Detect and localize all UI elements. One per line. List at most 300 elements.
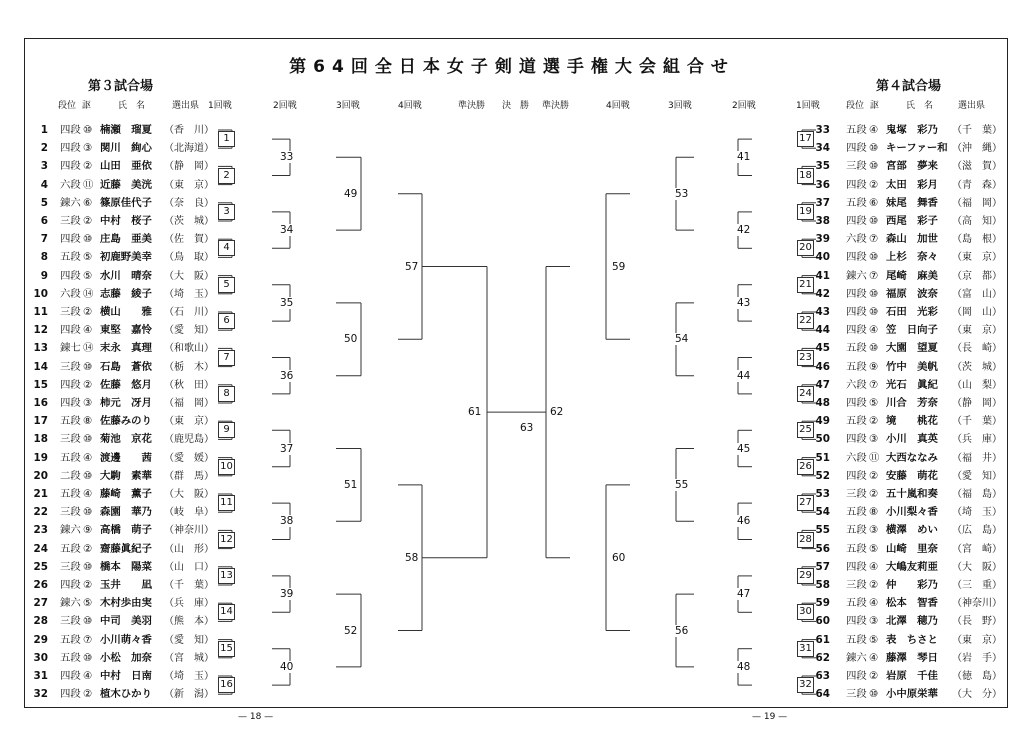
match-number-box: 15 [218,641,235,657]
player-number: 62 [815,651,830,664]
player-prefecture: （福 島） [952,489,1002,500]
player-seed: ③ [869,615,879,628]
header-r3-left: 3回戦 [336,101,360,111]
player-number: 52 [815,469,830,482]
player-prefecture: （岡 山） [952,307,1002,318]
player-prefecture: （北海道） [164,143,214,155]
player-name: 竹中 美帆 [886,360,938,373]
player-name: 篠原佳代子 [100,196,152,209]
match-number: 50 [344,333,358,346]
player-prefecture: （福 井） [952,452,1002,464]
player-number: 64 [815,688,830,701]
header-r2-right: 2回戦 [732,101,756,111]
match-number-box: 11 [218,495,235,511]
player-seed: ⑩ [869,287,879,300]
player-prefecture: （東 京） [164,179,214,191]
player-seed: ⑩ [83,615,93,628]
player-row [800,541,1020,558]
player-seed: ② [83,215,93,227]
player-prefecture: （千 葉） [952,125,1002,136]
player-name: 小川梨々香 [886,506,938,519]
player-seed: ③ [869,524,879,537]
player-seed: ⑩ [83,469,93,482]
player-row [800,140,1020,157]
player-name: 初鹿野美幸 [100,251,152,264]
player-rank: 四段 [60,397,81,409]
player-rank: 四段 [846,433,867,446]
player-prefecture: （山 梨） [952,379,1002,391]
player-row [28,595,248,612]
player-seed: ② [869,488,879,500]
player-name: 西尾 彩子 [886,215,938,227]
player-seed: ⑧ [869,506,879,519]
player-name: 庄島 亜美 [100,233,152,246]
player-name: 尾崎 麻美 [886,269,938,282]
player-number: 57 [815,560,830,573]
player-seed: ③ [869,433,879,446]
player-rank: 四段 [846,251,867,264]
player-seed: ⑥ [869,196,879,209]
header-rank-right: 段位 [846,101,865,111]
player-rank: 錬六 [846,651,867,664]
header-semi-right: 準決勝 [542,101,570,111]
player-number: 49 [815,415,830,428]
header-pref-right: 選出県 [958,101,986,111]
player-seed: ③ [83,142,93,155]
player-rank: 三段 [60,215,81,227]
match-number-box: 9 [218,422,235,438]
player-rank: 四段 [60,579,81,591]
player-name: 中村 桜子 [100,215,152,227]
match-number: 55 [675,478,689,491]
player-row [28,249,248,266]
player-row [800,268,1020,285]
player-row [800,431,1020,448]
match-number: 34 [280,224,294,237]
player-number: 51 [815,451,830,464]
player-name: 笠 日向子 [886,324,938,337]
player-number: 32 [33,688,48,701]
player-seed: ⑭ [83,342,94,355]
player-seed: ⑩ [83,360,93,373]
player-name: 植木ひかり [100,688,152,701]
page-number-right: — 19 — [752,712,788,722]
player-number: 55 [815,524,830,537]
player-prefecture: （宮 城） [164,652,214,664]
player-prefecture: （三 重） [952,580,1002,591]
player-prefecture: （宮 崎） [952,543,1002,555]
player-row [800,668,1020,685]
player-rank: 四段 [60,378,81,391]
player-seed: ⑩ [83,433,93,446]
match-number-box: 13 [218,568,235,584]
player-number: 31 [33,670,48,682]
player-seed: ⑩ [869,142,879,155]
player-seed: ⑤ [83,597,93,610]
player-number: 17 [33,415,48,428]
player-number: 45 [815,342,830,355]
player-prefecture: （沖 縄） [952,143,1002,155]
player-rank: 六段 [60,287,81,300]
player-rank: 錬六 [60,597,81,610]
player-rank: 錬六 [60,524,81,537]
player-row [28,486,248,503]
player-number: 46 [815,360,830,373]
player-row [28,468,248,485]
match-number: 51 [344,478,358,491]
player-row [28,231,248,248]
player-row [800,504,1020,521]
match-number-box: 12 [218,532,235,548]
player-row [28,632,248,649]
player-seed: ⑪ [869,451,880,464]
player-number: 36 [815,178,830,191]
player-seed: ④ [83,488,93,500]
match-number-box: 22 [797,313,814,329]
player-seed: ⑦ [869,378,879,391]
player-seed: ⑨ [869,360,879,373]
player-prefecture: （島 根） [952,234,1002,246]
match-number: 43 [737,296,751,309]
player-seed: ⑩ [83,233,93,246]
player-name: 志藤 綾子 [100,287,152,300]
player-seed: ② [83,688,93,701]
player-row [28,504,248,521]
player-name: 齋藤眞紀子 [100,542,152,555]
player-name: 妹尾 舞香 [886,196,938,209]
match-number-box: 4 [218,240,235,256]
player-row [28,395,248,412]
player-number: 56 [815,542,830,555]
match-number-box: 31 [797,641,814,657]
player-number: 30 [33,651,48,664]
player-prefecture: （福 岡） [164,398,214,409]
player-name: 藤崎 薫子 [100,488,152,500]
player-row [28,377,248,394]
player-rank: 四段 [846,287,867,300]
match-number: 48 [737,660,751,673]
match-number: 53 [675,187,689,200]
match-number: 46 [737,515,751,528]
match-number: 40 [280,660,294,673]
player-row [800,632,1020,649]
player-seed: ⑤ [83,251,93,264]
player-prefecture: （秋 田） [164,379,214,391]
player-rank: 五段 [846,124,867,136]
player-number: 14 [33,360,48,373]
player-prefecture: （東 京） [952,252,1002,264]
player-rank: 四段 [60,269,81,282]
player-rank: 六段 [60,178,81,191]
player-prefecture: （長 崎） [952,343,1002,355]
player-prefecture: （神奈川） [952,598,1002,610]
match-number: 52 [344,624,358,637]
player-row [28,541,248,558]
player-prefecture: （埼 玉） [952,507,1002,519]
player-prefecture: （青 森） [952,179,1002,191]
player-number: 40 [815,251,830,264]
player-seed: ② [869,670,879,682]
player-prefecture: （千 葉） [164,580,214,591]
player-number: 23 [33,524,48,537]
page-number-left: — 18 — [238,712,274,722]
player-seed: ② [869,469,879,482]
player-row [28,577,248,594]
player-row [800,249,1020,266]
player-number: 58 [815,579,830,591]
player-seed: ⑤ [869,542,879,555]
player-row [800,231,1020,248]
player-prefecture: （愛 媛） [164,452,214,464]
player-row [800,177,1020,194]
player-prefecture: （京 都） [952,270,1002,282]
player-prefecture: （徳 島） [952,671,1002,682]
player-row [800,122,1020,139]
player-row [28,140,248,157]
player-rank: 四段 [846,397,867,409]
player-seed: ⑦ [869,269,879,282]
player-name: 中村 日南 [100,670,152,682]
player-number: 22 [33,506,48,519]
player-prefecture: （大 阪） [164,489,214,500]
player-name: 大嶋友莉亜 [886,560,938,573]
player-name: 大駒 素華 [100,469,152,482]
player-name: 仲 彩乃 [886,579,938,591]
match-number: 54 [675,333,689,346]
player-number: 8 [40,251,48,264]
match-number: 36 [280,369,294,382]
player-rank: 五段 [846,360,867,373]
player-rank: 三段 [846,579,867,591]
player-seed: ② [83,306,93,318]
player-rank: 四段 [846,178,867,191]
player-rank: 三段 [60,560,81,573]
player-row [800,322,1020,339]
player-row [800,468,1020,485]
player-name: 森山 加世 [886,233,938,246]
player-rank: 五段 [60,251,81,264]
player-name: 境 桃花 [886,415,938,428]
header-r4-left: 4回戦 [398,101,422,111]
player-seed: ④ [83,670,93,682]
player-seed: ④ [869,124,879,136]
player-row [28,522,248,539]
player-seed: ② [83,542,93,555]
player-row [28,431,248,448]
match-number-box: 1 [218,131,235,147]
player-row [28,559,248,576]
player-row [28,613,248,630]
player-row [28,177,248,194]
player-name: 山田 亜依 [100,160,152,173]
player-rank: 四段 [60,670,81,682]
player-name: 小川 真英 [886,433,938,446]
player-prefecture: （静 岡） [952,398,1002,409]
header-name-right: 氏 名 [906,101,934,111]
match-number: 61 [468,406,482,419]
player-seed: ③ [83,397,93,409]
player-rank: 四段 [60,142,81,155]
player-row [28,450,248,467]
player-rank: 六段 [846,233,867,246]
player-name: 光石 眞紀 [886,378,938,391]
player-number: 41 [815,269,830,282]
player-number: 9 [40,269,48,282]
player-name: 渡邊 茜 [100,451,152,464]
player-seed: ⑩ [869,215,879,227]
player-number: 4 [40,178,48,191]
player-prefecture: （和歌山） [164,343,214,355]
player-number: 39 [815,233,830,246]
match-number: 45 [737,442,751,455]
player-number: 29 [33,633,48,646]
player-rank: 四段 [60,688,81,701]
player-row [28,340,248,357]
player-prefecture: （栃 木） [164,361,214,373]
match-number: 37 [280,442,294,455]
player-name: 楠瀬 瑠夏 [100,124,152,136]
player-row [800,686,1020,703]
player-prefecture: （愛 知） [164,634,214,646]
player-seed: ② [869,415,879,428]
header-r1-left: 1回戦 [208,101,232,111]
player-name: 表 ちさと [886,633,938,646]
player-name: 宮部 夢来 [886,160,938,173]
player-row [800,195,1020,212]
player-prefecture: （千 葉） [952,416,1002,428]
player-number: 10 [33,287,48,300]
player-name: 関川 絢心 [100,142,152,155]
player-prefecture: （茨 城） [952,361,1002,373]
player-seed: ⑩ [869,306,879,318]
match-number-box: 28 [797,532,814,548]
player-rank: 六段 [846,378,867,391]
match-number: 49 [344,187,358,200]
player-seed: ④ [869,560,879,573]
player-prefecture: （埼 玉） [164,671,214,682]
player-number: 63 [815,670,830,682]
player-number: 42 [815,287,830,300]
player-row [800,413,1020,430]
player-row [800,158,1020,175]
player-prefecture: （佐 賀） [164,234,214,246]
player-name: キーファー和 [886,142,948,155]
player-seed: ② [869,579,879,591]
player-seed: ⑥ [83,196,93,209]
header-r3-right: 3回戦 [668,101,692,111]
player-row [800,304,1020,321]
player-number: 15 [33,378,48,391]
player-rank: 三段 [60,615,81,628]
player-number: 2 [40,142,48,155]
player-rank: 六段 [846,451,867,464]
player-name: 鬼塚 彩乃 [886,124,938,136]
player-prefecture: （香 川） [164,125,214,136]
player-rank: 五段 [846,524,867,537]
player-rank: 五段 [60,651,81,664]
player-rank: 三段 [846,688,867,701]
player-row [28,322,248,339]
player-prefecture: （石 川） [164,307,214,318]
player-row [28,195,248,212]
player-rank: 錬七 [60,342,81,355]
player-row [800,559,1020,576]
player-name: 上杉 奈々 [886,251,938,264]
player-rank: 二段 [60,469,81,482]
player-rank: 四段 [846,615,867,628]
player-number: 27 [33,597,48,610]
player-row [28,650,248,667]
player-number: 59 [815,597,830,610]
match-number: 44 [737,369,751,382]
match-number-box: 5 [218,277,235,293]
player-row [28,122,248,139]
player-prefecture: （東 京） [952,634,1002,646]
player-prefecture: （福 岡） [952,197,1002,209]
match-number-box: 27 [797,495,814,511]
player-number: 50 [815,433,830,446]
player-number: 33 [815,124,830,136]
match-number: 35 [280,296,294,309]
player-number: 16 [33,397,48,409]
match-number-box: 8 [218,386,235,402]
player-prefecture: （埼 玉） [164,288,214,300]
player-seed: ⑧ [83,415,93,428]
player-number: 18 [33,433,48,446]
player-number: 6 [40,215,48,227]
player-rank: 五段 [846,415,867,428]
match-number-box: 21 [797,277,814,293]
player-name: 橋本 陽菜 [100,560,152,573]
player-rank: 三段 [60,506,81,519]
player-name: 木村歩由実 [100,597,152,610]
player-rank: 五段 [846,633,867,646]
header-semi-left: 準決勝 [458,101,486,111]
player-prefecture: （東 京） [952,325,1002,337]
match-number-box: 32 [797,677,814,693]
player-name: 玉井 凪 [100,579,152,591]
player-prefecture: （滋 賀） [952,161,1002,173]
header-name-left: 氏 名 [118,101,146,111]
player-rank: 五段 [60,542,81,555]
player-rank: 五段 [846,342,867,355]
player-number: 53 [815,488,830,500]
player-prefecture: （鳥 取） [164,252,214,264]
player-row [28,286,248,303]
venue-left-title: 第３試合場 [88,79,154,94]
player-row [28,158,248,175]
player-name: 大園 望夏 [886,342,938,355]
match-number-box: 18 [797,168,814,184]
player-number: 12 [33,324,48,337]
match-number-box: 19 [797,204,814,220]
player-seed: ④ [869,651,879,664]
player-seed: ⑩ [869,688,879,701]
player-prefecture: （鹿児島） [164,434,214,446]
player-seed: ④ [869,597,879,610]
player-prefecture: （愛 知） [164,325,214,337]
player-seed: ⑨ [83,524,93,537]
player-prefecture: （兵 庫） [164,598,214,610]
player-number: 13 [33,342,48,355]
player-number: 54 [815,506,830,519]
player-number: 44 [815,324,830,337]
player-seed: ⑩ [83,506,93,519]
player-name: 末永 真理 [100,342,152,355]
player-number: 3 [40,160,48,173]
match-number: 47 [737,588,751,601]
player-rank: 四段 [846,324,867,337]
